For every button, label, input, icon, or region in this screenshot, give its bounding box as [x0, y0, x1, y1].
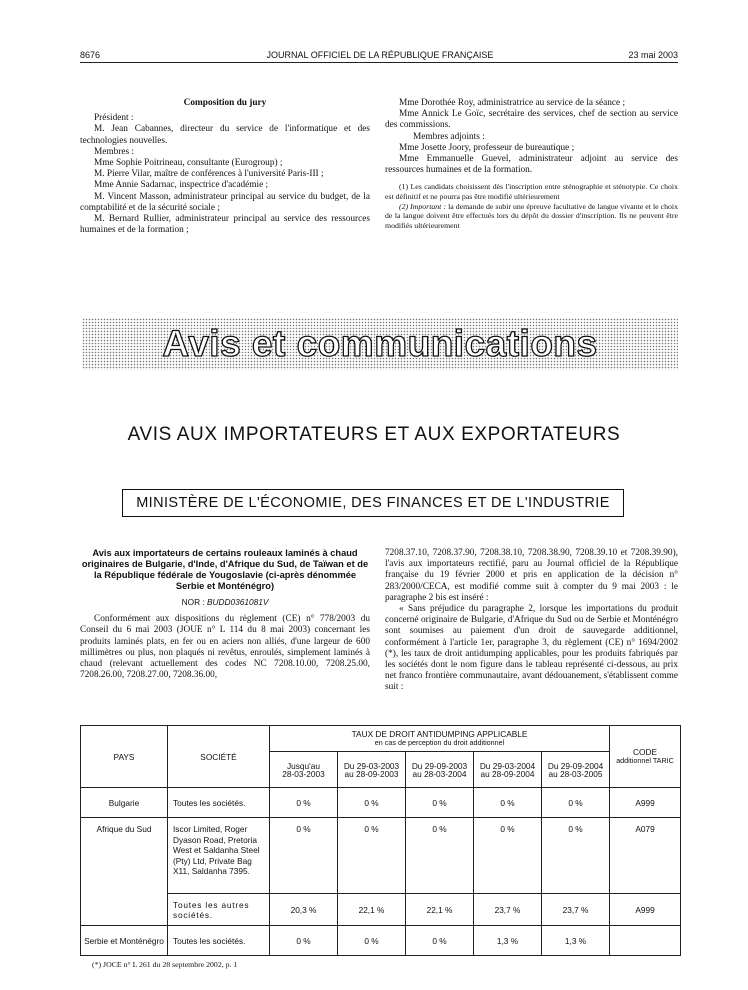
period-label: Jusqu'au: [287, 760, 320, 771]
antidumping-table: [80, 725, 681, 956]
adjoint-entry: Mme Emmanuelle Guevel, administrateur adjoint au service des ressources humaines et de la formation.: [385, 154, 678, 176]
rate-cell: 1,3 %: [474, 926, 542, 956]
header-taux: [270, 726, 610, 752]
nor-label: NOR :: [181, 597, 205, 607]
header-code-subtitle: additionnel TARIC: [616, 756, 674, 765]
notice-right-column: [385, 548, 678, 694]
member-entry: M. Bernard Rullier, administrateur principal au service des ressources humaines et de la formation ;: [80, 214, 370, 236]
president-label: Président :: [94, 113, 134, 124]
table-row: [81, 926, 681, 956]
header-rule: [80, 62, 678, 63]
societe-cell: Toutes les sociétés.: [168, 926, 270, 956]
code-cell: A999: [610, 894, 681, 926]
rate-cell: 0 %: [542, 818, 610, 894]
period-date: au 28-09-2003: [344, 768, 399, 779]
rate-cell: 0 %: [270, 818, 338, 894]
notice-paragraph: Conformément aux dispositions du règlement (CE) n° 778/2003 du Conseil du 6 mai 2003 (JOUE n° L 114 du 8 mai 2003) concernant les produits laminés plats, en fer ou en aciers non alliés, d'une largeur de 600 millimètres ou plus, non plaqués ni revêtus, enroulés, simplement laminés à chaud (relevant actuellement des codes NC 7208.10.00, 7208.25.00, 7208.26.00, 7208.27.00, 7208.36.00,: [80, 614, 370, 681]
member-entry: Mme Sophie Poitrineau, consultante (Eurogroup) ;: [94, 158, 283, 169]
period-label: Du 29-09-2004: [547, 760, 604, 771]
header-taux-subtitle: en cas de perception du droit additionnel: [374, 738, 505, 747]
period-header: [338, 752, 406, 788]
notice-title: Avis aux importateurs de certains rouleaux laminés à chaud originaires de Bulgarie, d'Inde, d'Afrique du Sud, de Taïwan et de la République fédérale de Yougoslavie (ci-après dénommée Serbie et Monténégro): [81, 548, 369, 591]
page-number: 8676: [80, 50, 101, 60]
nor-line: [80, 597, 370, 608]
header-code: [610, 726, 681, 788]
rate-cell: 0 %: [542, 788, 610, 818]
rate-cell: 0 %: [270, 926, 338, 956]
rate-cell: 0 %: [338, 818, 406, 894]
footnote-marker: (*): [92, 960, 102, 969]
code-cell: A999: [610, 788, 681, 818]
member-entry: Mme Annie Sadarnac, inspectrice d'académie ;: [94, 180, 269, 191]
footnote-2: [385, 202, 678, 231]
banner-title: Avis et communications: [162, 323, 598, 364]
ministry-box: MINISTÈRE DE L'ÉCONOMIE, DES FINANCES ET DE L'INDUSTRIE: [122, 489, 624, 517]
adjoint-entry: Mme Josette Joory, professeur de bureautique ;: [399, 142, 575, 153]
journal-title: JOURNAL OFFICIEL DE LA RÉPUBLIQUE FRANÇAISE: [266, 50, 494, 60]
footnote-2-label: (2) Important :: [399, 201, 446, 211]
section-title: AVIS AUX IMPORTATEURS ET AUX EXPORTATEURS: [127, 424, 621, 445]
header-taux-title: TAUX DE DROIT ANTIDUMPING APPLICABLE: [351, 729, 528, 739]
period-date: au 28-09-2004: [480, 768, 535, 779]
member-entry: M. Pierre Vilar, maître de conférences à l'université Paris-III ;: [94, 169, 324, 180]
footnote-1: (1) Les candidats choisissent dès l'inscription entre sténographie et sténotypie. Ce choix est définitif et ne pourra pas être modifié ultérieurement: [385, 182, 678, 202]
rate-cell: 0 %: [474, 788, 542, 818]
period-header: [474, 752, 542, 788]
period-date: au 28-03-2005: [548, 768, 603, 779]
adjoints-label: Membres adjoints :: [413, 131, 485, 142]
pays-cell: Afrique du Sud: [81, 818, 168, 926]
rate-cell: 0 %: [338, 788, 406, 818]
period-header: [542, 752, 610, 788]
president-entry: M. Jean Cabannes, directeur du service de l'informatique et des technologies nouvelles.: [80, 124, 370, 146]
footnote-text: JOCE n° L 261 du 28 septembre 2002, p. 1: [103, 960, 238, 969]
rate-cell: 0 %: [338, 926, 406, 956]
rate-cell: 1,3 %: [542, 926, 610, 956]
header-pays: PAYS: [81, 726, 168, 788]
member-entry: M. Vincent Masson, administrateur principal au service du budget, de la comptabilité et de la sécurité sociale ;: [80, 191, 370, 213]
notice-left-column: [80, 548, 370, 681]
notice-paragraph: « Sans préjudice du paragraphe 2, lorsque les importations du produit concerné originaire de Bulgarie, d'Afrique du Sud ou de Serbie et Monténégro sont soumises au paiement d'un droit de sauvegarde additionnel, conformément à l'article 1er, paragraphe 3, du règlement (CE) n° 1694/2002 (*), les taux de droit antidumping applicables, pour les produits fabriqués par les sociétés dont le nom figure dans le tableau représenté ci-dessous, au prix net franco frontière communautaire, avant dédouanement, s'établissent comme suit :: [385, 604, 678, 693]
code-cell: A079: [610, 818, 681, 894]
period-label: Du 29-09-2003: [411, 760, 468, 771]
rate-cell: 22,1 %: [338, 894, 406, 926]
rate-cell: 20,3 %: [270, 894, 338, 926]
jury-right-column: [385, 98, 678, 230]
code-cell: [610, 926, 681, 956]
societe-cell: Iscor Limited, Roger Dyason Road, Pretoria West et Saldanha Steel (Pty) Ltd, Private Bag X11, Saldanha 7395.: [168, 818, 270, 894]
societe-cell: Toutes les sociétés.: [168, 788, 270, 818]
rate-cell: 0 %: [406, 818, 474, 894]
period-label: Du 29-03-2004: [479, 760, 536, 771]
rate-cell: 0 %: [474, 818, 542, 894]
notice-paragraph: 7208.37.10, 7208.37.90, 7208.38.10, 7208.38.90, 7208.39.10 et 7208.39.90), l'avis aux importateurs rectifié, paru au Journal officiel de la République française du 19 février 2000 et pris en application de la décision n° 283/2000/CECA, est modifié comme suit à compter du 9 mai 2003 : le paragraphe 2 bis est inséré :: [385, 548, 678, 603]
member-entry: Mme Dorothée Roy, administratrice au service de la séance ;: [399, 98, 626, 108]
table-row: [81, 788, 681, 818]
table-row: [81, 894, 681, 926]
rate-cell: 0 %: [406, 926, 474, 956]
table-footnote: [92, 960, 237, 970]
footnote-2-text: la demande de subir une épreuve facultative de langue vivante et le choix de la langue doivent être effectués lors du dépôt du dossier d'inscription. Ils ne peuvent être modifiés ultérieurement: [385, 201, 678, 230]
rate-cell: 22,1 %: [406, 894, 474, 926]
nor-code: BUDD0361081V: [207, 597, 269, 607]
header-societe: SOCIÉTÉ: [168, 726, 270, 788]
members-label: Membres :: [94, 146, 135, 157]
issue-date: 23 mai 2003: [628, 50, 678, 60]
rate-cell: 23,7 %: [474, 894, 542, 926]
period-label: Du 29-03-2003: [343, 760, 400, 771]
period-header: [406, 752, 474, 788]
header-code-title: CODE: [633, 747, 658, 757]
rate-cell: 0 %: [270, 788, 338, 818]
rate-cell: 23,7 %: [542, 894, 610, 926]
jury-title: Composition du jury: [183, 98, 267, 108]
pays-cell: Serbie et Monténégro: [81, 926, 168, 956]
period-date: 28-03-2003: [282, 768, 325, 779]
member-entry: Mme Annick Le Goïc, secrétaire des services, chef de section au service des commissions.: [385, 109, 678, 131]
pays-cell: Bulgarie: [81, 788, 168, 818]
period-header: [270, 752, 338, 788]
societe-cell: Toutes les autres sociétés.: [168, 894, 270, 926]
period-date: au 28-03-2004: [412, 768, 467, 779]
table-row: [81, 818, 681, 894]
rate-cell: 0 %: [406, 788, 474, 818]
jury-left-column: [80, 98, 370, 236]
